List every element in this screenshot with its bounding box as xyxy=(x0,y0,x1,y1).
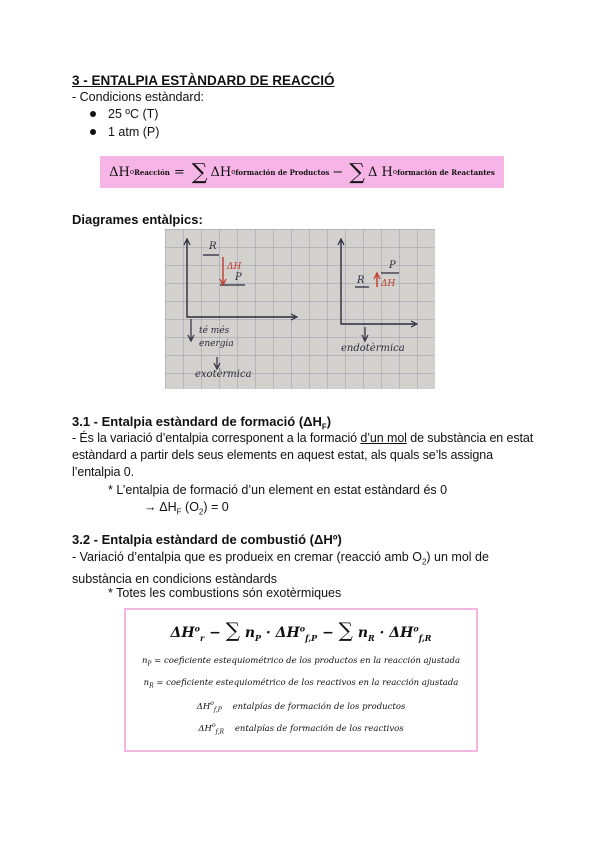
bullet-icon xyxy=(90,129,96,135)
section-3-1-text: - És la variació d’entalpia corresponent a la formació d’un mol de substància en estat estàndard a partir dels seus elements en aquest estat, als quals se’ls assigna l’entalpia 0. xyxy=(72,431,534,479)
bullet-icon xyxy=(90,111,96,117)
summation-icon: ∑ xyxy=(191,159,208,185)
condition-item-pressure: 1 atm (P) xyxy=(90,125,159,139)
endothermic-caption: endotèrmica xyxy=(341,343,405,354)
section-3-1-title: 3.1 - Entalpia estàndard de formació $(\Delta H_F)$ xyxy=(72,414,332,432)
definition-np: $n_P$ = coeficiente estequiométrico de los productos en la reacción ajustada xyxy=(141,656,461,668)
exothermic-caption: exotèrmica xyxy=(195,369,252,380)
section-3-1-note2: → $\Delta H_F$ $(O_2) = 0$ xyxy=(144,500,229,517)
right-product-label: P xyxy=(389,260,396,271)
combustion-enthalpy-equation: $\Delta H^o_r$ − ∑ $n_P \cdot \Delta H^o_{f,P}$ − ∑ $n_R \cdot \Delta H^o_{f,R}$ xyxy=(170,618,432,643)
section-3-title: 3 - ENTALPIA ESTÀNDARD DE REACCIÓ xyxy=(72,73,335,88)
section-3-2-title: 3.2 - Entalpia estàndard de combustió (ΔHº) xyxy=(72,532,342,547)
diagrams-heading: Diagrames entàlpics: xyxy=(72,212,203,227)
definition-nr: $n_R$ = coeficiente estequiométrico de los reactivos en la reacción ajustada xyxy=(143,678,459,690)
section-3-2-text: - Variació d’entalpia que es produeix en cremar (reacció amb $O_2$) un mol de substància en condicions estàndards xyxy=(72,550,489,586)
enthalpy-diagrams-photo xyxy=(165,229,435,389)
right-delta-h-label: ΔH xyxy=(381,279,396,289)
definition-dhfr: $\Delta H^o_{f,R}$ entalpías de formación de los reactivos xyxy=(198,722,404,736)
combustion-enthalpy-formula-box xyxy=(124,608,478,752)
right-reactant-label: R xyxy=(357,275,365,286)
left-reactant-label: R xyxy=(209,241,217,252)
left-note-line1: té més xyxy=(199,326,230,336)
grid-paper-sketch xyxy=(165,229,435,389)
condition-item-temperature: 25 ºC (T) xyxy=(90,107,158,121)
left-delta-h-label: ΔH xyxy=(227,262,242,272)
summation-icon: ∑ xyxy=(225,618,240,642)
conditions-label: - Condicions estàndard: xyxy=(72,90,205,104)
reaction-enthalpy-formula: ΔH o Reacción = ∑ ΔH o formación de Productos − ∑ Δ H o formación de Reactantes xyxy=(100,156,504,188)
section-3-1-note: * L’entalpia de formació d’un element en estat estàndard és 0 xyxy=(108,483,448,497)
left-product-label: P xyxy=(235,272,242,283)
summation-icon: ∑ xyxy=(349,159,365,185)
left-note-line2: energia xyxy=(199,339,234,349)
definition-dhfp: $\Delta H^o_{f,P}$ entalpías de formación de los productos xyxy=(196,700,406,714)
section-3-2-note: * Totes les combustions són exotèrmiques xyxy=(108,586,342,600)
summation-icon: ∑ xyxy=(338,618,353,642)
